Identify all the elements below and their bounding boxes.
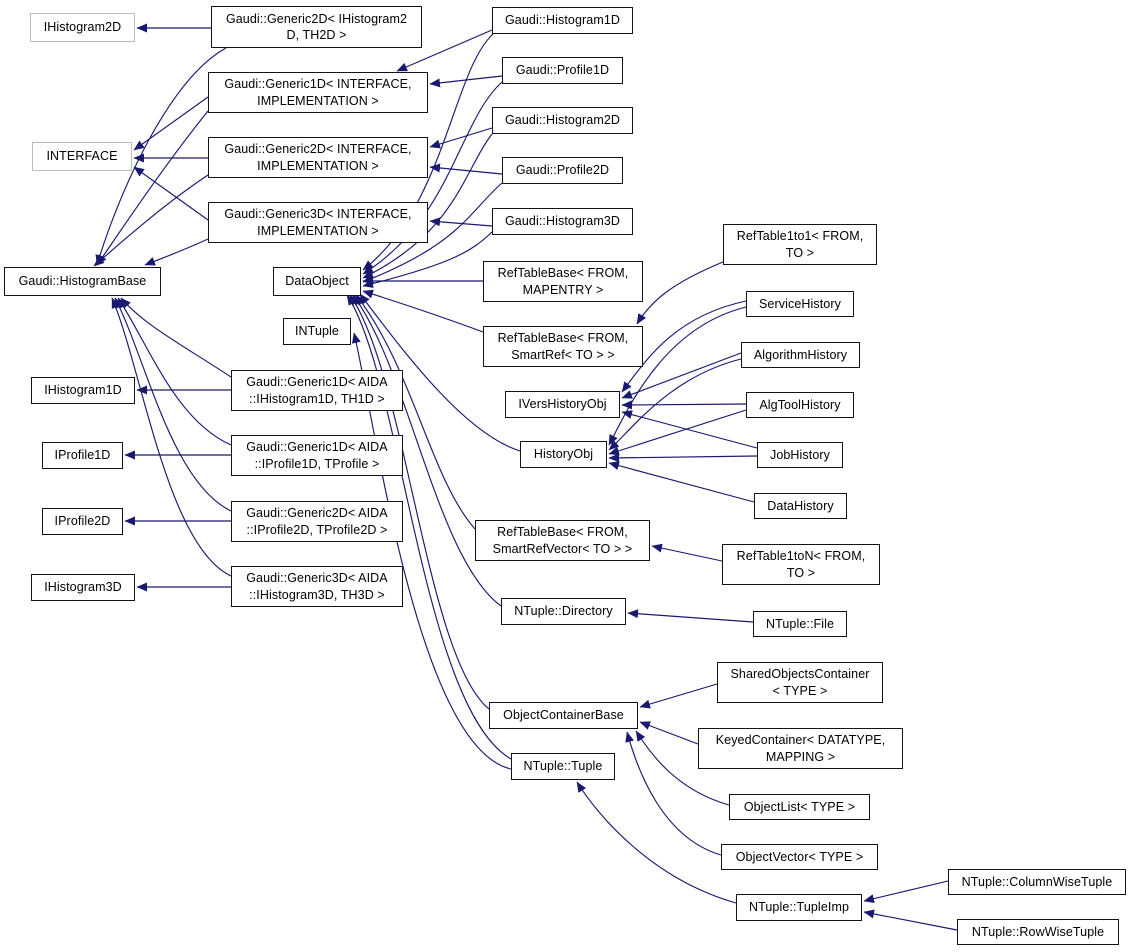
class-node-ivershistoryobj[interactable]: IVersHistoryObj: [505, 391, 620, 418]
class-node-histogram1d[interactable]: Gaudi::Histogram1D: [492, 7, 633, 34]
class-node-generic2d-ih2d[interactable]: Gaudi::Generic2D< IHistogram2 D, TH2D >: [211, 6, 422, 48]
inheritance-edge-reftable1ton--reftablebase-smartrefvector: [652, 546, 722, 561]
class-node-generic2d-aida-iprofile2d[interactable]: Gaudi::Generic2D< AIDA ::IProfile2D, TProfile2D >: [231, 501, 403, 542]
class-node-reftablebase-mapentry[interactable]: RefTableBase< FROM, MAPENTRY >: [483, 261, 643, 302]
class-node-generic1d-aida-ihistogram1d[interactable]: Gaudi::Generic1D< AIDA ::IHistogram1D, TH1D >: [231, 370, 403, 411]
class-node-algorithmhistory[interactable]: AlgorithmHistory: [741, 342, 860, 368]
inheritance-edge-reftable1to1--reftablebase-smartref: [637, 262, 723, 324]
class-node-ntuple-directory[interactable]: NTuple::Directory: [501, 598, 626, 625]
class-node-histogram3d[interactable]: Gaudi::Histogram3D: [492, 208, 633, 235]
class-node-generic3d-int[interactable]: Gaudi::Generic3D< INTERFACE, IMPLEMENTATION >: [208, 202, 428, 243]
class-node-iprofile1d[interactable]: IProfile1D: [42, 442, 123, 469]
class-node-jobhistory[interactable]: JobHistory: [757, 442, 843, 468]
class-node-generic1d-int[interactable]: Gaudi::Generic1D< INTERFACE, IMPLEMENTATION >: [208, 72, 428, 113]
inheritance-edge-generic1d-aida-iprofile1d--histogrambase: [118, 298, 231, 445]
class-node-objectlist[interactable]: ObjectList< TYPE >: [729, 794, 870, 820]
class-node-histogram2d[interactable]: Gaudi::Histogram2D: [492, 107, 633, 134]
inheritance-edge-generic1d-aida-ihistogram1d--histogrambase: [121, 298, 231, 377]
class-node-reftable1to1[interactable]: RefTable1to1< FROM, TO >: [723, 224, 877, 265]
class-node-profile1d[interactable]: Gaudi::Profile1D: [502, 57, 623, 84]
class-node-ntuple-tuple[interactable]: NTuple::Tuple: [511, 753, 615, 780]
class-node-histogrambase[interactable]: Gaudi::HistogramBase: [4, 267, 161, 296]
inheritance-edge-keyedcontainer--objectcontainerbase: [640, 722, 698, 744]
class-node-historyobj[interactable]: HistoryObj: [520, 441, 607, 468]
class-node-iprofile2d[interactable]: IProfile2D: [42, 508, 123, 535]
inheritance-edge-ntuple-file--ntuple-directory: [628, 613, 753, 622]
class-node-profile2d[interactable]: Gaudi::Profile2D: [502, 157, 623, 184]
class-node-algtoolhistory[interactable]: AlgToolHistory: [746, 392, 854, 418]
inheritance-edge-generic3d-int--histogrambase: [145, 239, 208, 265]
class-node-objectcontainerbase[interactable]: ObjectContainerBase: [489, 702, 638, 729]
inheritance-edge-reftablebase-smartref--dataobject: [363, 291, 483, 332]
class-node-reftable1ton[interactable]: RefTable1toN< FROM, TO >: [722, 544, 880, 585]
inheritance-edge-algtoolhistory--ivershistoryobj: [622, 404, 746, 405]
class-node-generic2d-int[interactable]: Gaudi::Generic2D< INTERFACE, IMPLEMENTATION >: [208, 137, 428, 178]
class-node-generic1d-aida-iprofile1d[interactable]: Gaudi::Generic1D< AIDA ::IProfile1D, TProfile >: [231, 435, 403, 476]
class-node-reftablebase-smartref[interactable]: RefTableBase< FROM, SmartRef< TO > >: [483, 326, 643, 367]
class-node-ntuple-columnwisetuple[interactable]: NTuple::ColumnWiseTuple: [948, 869, 1126, 895]
class-node-ntuple-rowwisetuple[interactable]: NTuple::RowWiseTuple: [957, 919, 1119, 945]
class-node-sharedobjectscontainer[interactable]: SharedObjectsContainer < TYPE >: [717, 662, 883, 703]
class-node-ntuple-file[interactable]: NTuple::File: [753, 611, 847, 637]
class-node-ihistogram1d[interactable]: IHistogram1D: [31, 377, 135, 404]
inheritance-edge-ntuple-columnwisetuple--ntuple-tupleimp: [864, 881, 948, 901]
inheritance-edge-datahistory--historyobj: [609, 463, 754, 502]
class-node-datahistory[interactable]: DataHistory: [754, 493, 847, 519]
inheritance-edge-generic1d-int--interface: [134, 97, 208, 150]
inheritance-edge-ntuple-rowwisetuple--ntuple-tupleimp: [864, 912, 957, 930]
class-node-interface[interactable]: INTERFACE: [32, 142, 132, 171]
class-node-ntuple-tupleimp[interactable]: NTuple::TupleImp: [736, 894, 862, 921]
class-node-keyedcontainer[interactable]: KeyedContainer< DATATYPE, MAPPING >: [698, 728, 903, 769]
inheritance-edge-ntuple-tupleimp--ntuple-tuple: [577, 782, 736, 903]
inheritance-edge-generic2d-int--histogrambase: [94, 175, 208, 266]
class-node-ihistogram3d[interactable]: IHistogram3D: [31, 574, 135, 601]
class-node-dataobject[interactable]: DataObject: [273, 267, 361, 296]
inheritance-edge-algtoolhistory--historyobj: [609, 410, 746, 454]
class-node-reftablebase-smartrefvector[interactable]: RefTableBase< FROM, SmartRefVector< TO > >: [475, 520, 650, 561]
class-node-ihistogram2d[interactable]: IHistogram2D: [30, 13, 135, 42]
inheritance-edge-generic2d-aida-iprofile2d--histogrambase: [115, 298, 231, 511]
class-node-intuple[interactable]: INTuple: [283, 318, 351, 345]
inheritance-edge-profile2d--generic2d-int: [430, 167, 502, 174]
inheritance-edge-jobhistory--historyobj: [609, 456, 757, 458]
class-node-servicehistory[interactable]: ServiceHistory: [746, 291, 854, 317]
class-node-generic3d-aida-ihistogram3d[interactable]: Gaudi::Generic3D< AIDA ::IHistogram3D, TH3D >: [231, 566, 403, 607]
inheritance-edge-sharedobjectscontainer--objectcontainerbase: [640, 684, 717, 707]
inheritance-edge-generic3d-int--interface: [134, 167, 208, 220]
class-node-objectvector[interactable]: ObjectVector< TYPE >: [721, 844, 878, 870]
inheritance-edge-histogram2d--generic2d-int: [430, 128, 492, 147]
